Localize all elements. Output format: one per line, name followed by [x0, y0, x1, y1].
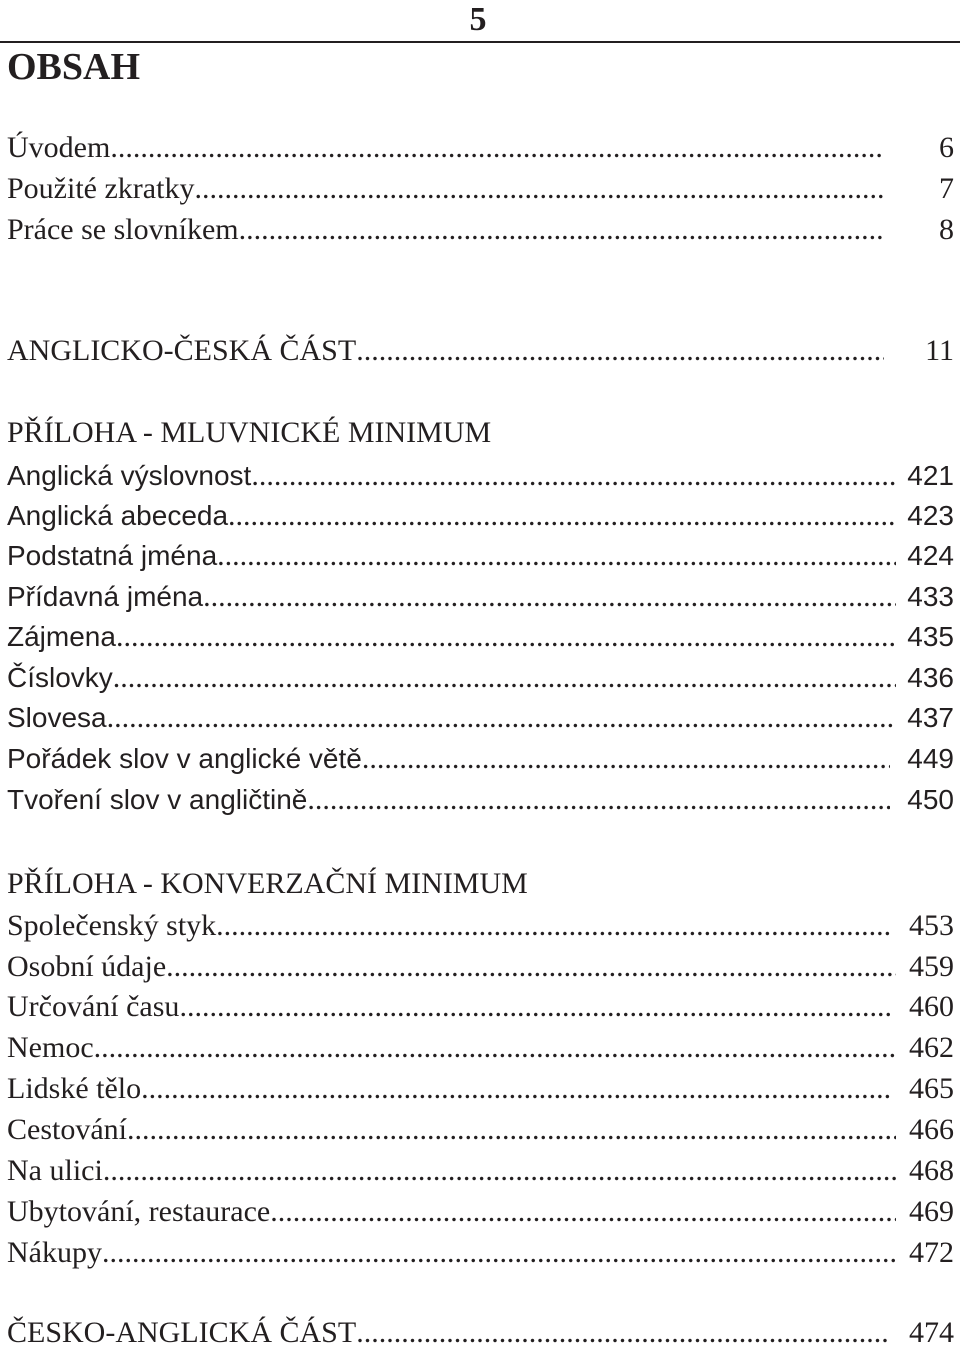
toc-entry-page: 437: [907, 702, 954, 733]
dot-leader: [127, 1112, 896, 1148]
toc-entry-label: Práce se slovníkem: [7, 213, 239, 246]
dot-leader: [103, 1153, 896, 1189]
header-rule: [0, 41, 960, 43]
toc-entry[interactable]: [7, 1030, 954, 1066]
page-title: OBSAH: [7, 46, 141, 88]
toc-entry[interactable]: [7, 908, 954, 944]
toc-entry-label: Cestování: [7, 1113, 127, 1146]
toc-entry[interactable]: [7, 741, 954, 777]
dot-leader: [251, 458, 896, 494]
dot-leader: [116, 619, 896, 655]
toc-entry-label: Pořádek slov v anglické větě: [7, 743, 362, 774]
toc-entry[interactable]: [7, 1112, 954, 1148]
toc-entry[interactable]: [7, 498, 954, 534]
toc-entry-page: 466: [909, 1113, 954, 1146]
toc-entry-page: 453: [909, 909, 954, 942]
dot-leader: [239, 212, 884, 248]
toc-entry-label: Nákupy: [7, 1236, 102, 1269]
toc-entry-czech-english-part[interactable]: [7, 1315, 954, 1351]
toc-entry-abbreviations[interactable]: [7, 171, 954, 207]
dot-leader: [113, 660, 896, 696]
toc-entry[interactable]: [7, 619, 954, 655]
dot-leader: [194, 171, 884, 207]
toc-entry[interactable]: [7, 700, 954, 736]
dot-leader: [362, 741, 890, 777]
toc-entry-label: Na ulici: [7, 1154, 103, 1187]
toc-entry-label: Zájmena: [7, 621, 116, 652]
toc-entry-page: 472: [909, 1236, 954, 1269]
toc-entry-label: Určování času: [7, 990, 180, 1023]
toc-entry-page: 421: [907, 460, 954, 491]
page-number: 5: [469, 1, 487, 38]
toc-entry[interactable]: [7, 1235, 954, 1271]
toc-entry-label: Nemoc: [7, 1031, 94, 1064]
toc-entry-label: Společenský styk: [7, 909, 217, 942]
dot-leader: [356, 333, 884, 369]
toc-entry-page: 433: [907, 581, 954, 612]
toc-entry-label: Lidské tělo: [7, 1072, 142, 1105]
toc-entry-page: 11: [925, 334, 954, 367]
toc-entry-page: 474: [909, 1316, 954, 1349]
toc-entry[interactable]: [7, 1071, 954, 1107]
toc-entry-page: 423: [907, 500, 954, 531]
toc-entry-page: 436: [907, 662, 954, 693]
toc-entry-label: Úvodem: [7, 131, 111, 164]
toc-entry[interactable]: [7, 579, 954, 615]
toc-entry[interactable]: [7, 1153, 954, 1189]
toc-entry[interactable]: [7, 538, 954, 574]
toc-entry-page: 450: [907, 784, 954, 815]
toc-entry-label: Použité zkratky: [7, 172, 195, 205]
toc-entry-label: Číslovky: [7, 662, 113, 693]
dot-leader: [141, 1071, 890, 1107]
dot-leader: [203, 579, 896, 615]
dot-leader: [94, 1030, 896, 1066]
dot-leader: [228, 498, 896, 534]
dot-leader: [270, 1194, 896, 1230]
dot-leader: [166, 949, 896, 985]
dot-leader: [356, 1315, 890, 1351]
toc-entry-page: 449: [907, 743, 954, 774]
toc-entry-label: Osobní údaje: [7, 950, 167, 983]
toc-entry[interactable]: [7, 949, 954, 985]
toc-entry-label: Anglická výslovnost: [7, 460, 252, 491]
toc-entry-label: Slovesa: [7, 702, 107, 733]
toc-entry-label: ČESKO-ANGLICKÁ ČÁST: [7, 1316, 357, 1349]
dot-leader: [217, 538, 896, 574]
toc-entry-page: 7: [939, 172, 954, 205]
toc-entry[interactable]: [7, 782, 954, 818]
toc-entry[interactable]: [7, 1194, 954, 1230]
section-heading-grammar: PŘÍLOHA - MLUVNICKÉ MINIMUM: [7, 416, 492, 449]
toc-entry-dictionary-use[interactable]: [7, 212, 954, 248]
toc-entry-page: 8: [939, 213, 954, 246]
dot-leader: [107, 700, 896, 736]
dot-leader: [307, 782, 890, 818]
dot-leader: [102, 1235, 896, 1271]
toc-entry-label: Podstatná jména: [7, 540, 218, 571]
toc-entry-page: 6: [939, 131, 954, 164]
toc-entry[interactable]: [7, 989, 954, 1025]
toc-entry[interactable]: [7, 458, 954, 494]
toc-entry-page: 462: [909, 1031, 954, 1064]
toc-entry-label: Tvoření slov v angličtině: [7, 784, 308, 815]
toc-entry-page: 460: [909, 990, 954, 1023]
toc-entry-label: ANGLICKO-ČESKÁ ČÁST: [7, 334, 357, 367]
toc-entry-page: 468: [909, 1154, 954, 1187]
section-heading-conversation: PŘÍLOHA - KONVERZAČNÍ MINIMUM: [7, 867, 528, 900]
toc-entry[interactable]: [7, 660, 954, 696]
toc-entry-label: Přídavná jména: [7, 581, 204, 612]
dot-leader: [110, 130, 884, 166]
toc-entry-intro[interactable]: [7, 130, 954, 166]
dot-leader: [179, 989, 890, 1025]
toc-entry-label: Anglická abeceda: [7, 500, 229, 531]
toc-entry-page: 459: [909, 950, 954, 983]
toc-entry-page: 465: [909, 1072, 954, 1105]
toc-entry-page: 424: [907, 540, 954, 571]
dot-leader: [216, 908, 890, 944]
toc-entry-label: Ubytování, restaurace: [7, 1195, 271, 1228]
toc-entry-english-czech-part[interactable]: [7, 333, 954, 369]
toc-entry-page: 469: [909, 1195, 954, 1228]
toc-entry-page: 435: [907, 621, 954, 652]
